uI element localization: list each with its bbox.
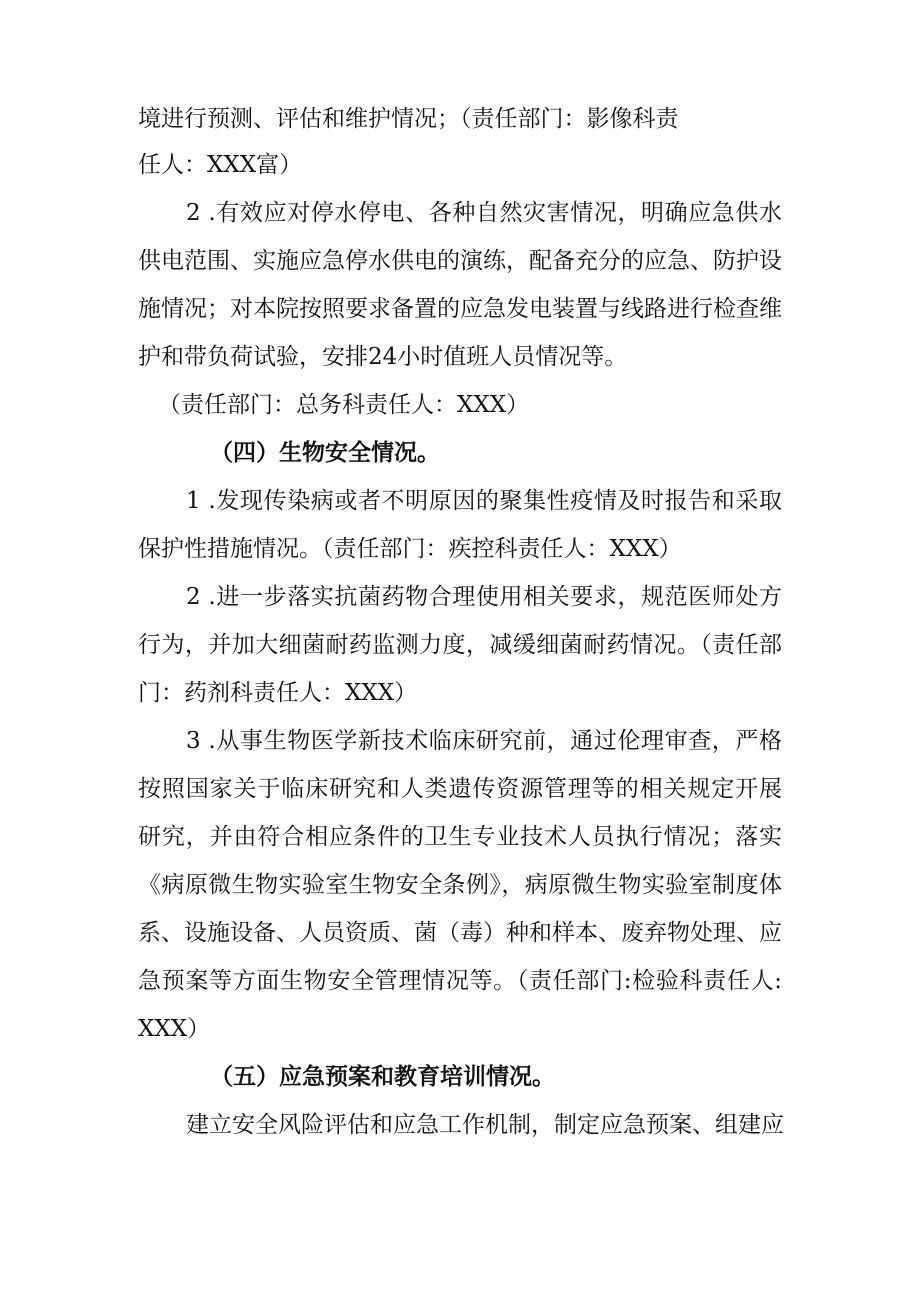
item-4-3-line-7: XXX）: [138, 1016, 211, 1042]
item-2-line-4: 护和带负荷试验，安排24小时值班人员情况等。: [138, 344, 628, 370]
item-2-responsible: （责任部门：总务科责任人：XXX）: [158, 392, 530, 418]
item-2-line-3: 施情况；对本院按照要求备置的应急发电装置与线路进行检查维: [138, 296, 782, 322]
section-5-line-1: 建立安全风险评估和应急工作机制，制定应急预案、组建应: [186, 1112, 784, 1138]
section-5-heading: （五）应急预案和教育培训情况。: [210, 1063, 555, 1090]
item-4-3-line-4: 《病原微生物实验室生物安全条例》，病原微生物实验室制度体: [138, 872, 782, 898]
item-2-line-1: 2 .有效应对停水停电、各种自然灾害情况，明确应急供水: [186, 200, 782, 226]
item-4-2-line-3: 门：药剂科责任人：XXX）: [138, 680, 418, 706]
item-4-3-line-5: 系、设施设备、人员资质、菌（毒）种和样本、废弃物处理、应: [138, 920, 782, 946]
item-4-3-line-3: 研究，并由符合相应条件的卫生专业技术人员执行情况；落实: [138, 824, 782, 850]
text-line-1: 境进行预测、评估和维护情况；（责任部门：影像科责: [138, 106, 679, 132]
item-4-3-line-6: 急预案等方面生物安全管理情况等。（责任部门:检验科责任人:: [138, 968, 782, 994]
item-4-3-line-2: 按照国家关于临床研究和人类遗传资源管理等的相关规定开展: [138, 776, 782, 802]
item-4-1-line-1: 1 .发现传染病或者不明原因的聚集性疫情及时报告和采取: [186, 488, 782, 514]
section-4-heading: （四）生物安全情况。: [210, 439, 440, 466]
text-line-2: 任人：XXX富）: [138, 152, 303, 178]
item-4-1-line-2: 保护性措施情况。（责任部门：疾控科责任人：XXX）: [138, 536, 682, 562]
item-4-3-line-1: 3 .从事生物医学新技术临床研究前，通过伦理审查，严格: [186, 728, 782, 754]
item-2-line-2: 供电范围、实施应急停水供电的演练，配备充分的应急、防护设: [138, 248, 782, 274]
item-4-2-line-2: 行为，并加大细菌耐药监测力度，减缓细菌耐药情况。（责任部: [138, 632, 782, 658]
item-4-2-line-1: 2 .进一步落实抗菌药物合理使用相关要求，规范医师处方: [186, 584, 782, 610]
